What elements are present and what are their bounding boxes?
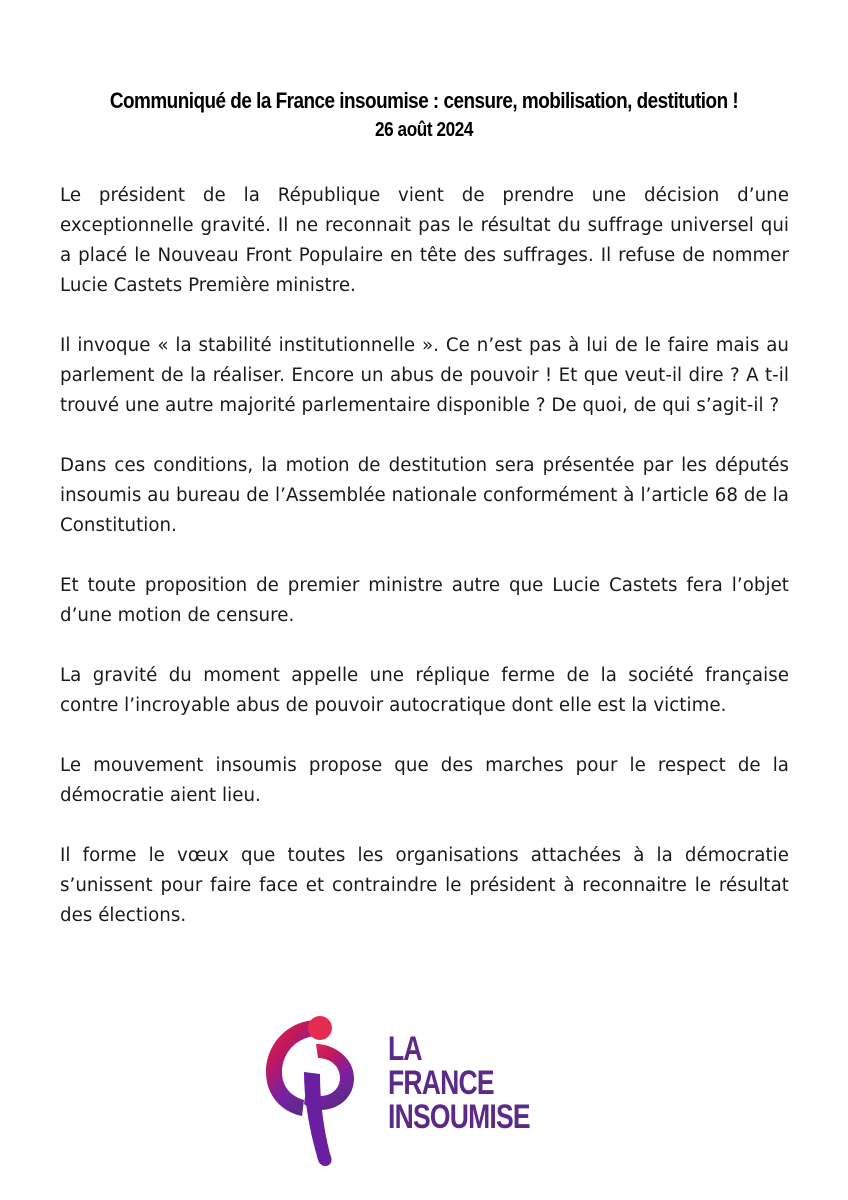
logo-word-insoumise: INSOUMISE [388, 1098, 530, 1136]
paragraph: Et toute proposition de premier ministre autre que Lucie Castets fera l’objet d’une motion de censure. [60, 575, 789, 626]
logo-word-la: LA [388, 1030, 422, 1068]
phi-symbol-icon [258, 1012, 368, 1172]
logo-word-france: FRANCE [388, 1064, 494, 1102]
paragraph: Le mouvement insoumis propose que des marches pour le respect de la démocratie aient lieu. [60, 755, 789, 806]
logo-wordmark [388, 1032, 588, 1134]
paragraph: Le président de la République vient de prendre une décision d’une exceptionnelle gravité. Il ne reconnait pas le résultat du suffrage universel qui a placé le Nouveau Front Populaire en tête des suffrages. Il refuse de nommer Lucie Castets Première ministre. [60, 185, 789, 296]
paragraph: Dans ces conditions, la motion de destitution sera présentée par les députés insoumis au bureau de l’Assemblée nationale conformément à l’article 68 de la Constitution. [60, 455, 789, 536]
document-body [60, 181, 789, 961]
document-header [0, 86, 848, 144]
document-title: Communiqué de la France insoumise : censure, mobilisation, destitution ! [109, 88, 739, 113]
la-france-insoumise-logo [258, 1012, 578, 1172]
paragraph: Il invoque « la stabilité institutionnelle ». Ce n’est pas à lui de le faire mais au parlement de la réaliser. Encore un abus de pouvoir ! Et que veut-il dire ? A t-il trouvé une autre majorité parlementaire disponible ? De quoi, de qui s’agit-il ? [60, 335, 789, 416]
document-date: 26 août 2024 [374, 119, 474, 141]
paragraph: Il forme le vœux que toutes les organisations attachées à la démocratie s’unissent pour faire face et contraindre le président à reconnaitre le résultat des élections. [60, 845, 789, 926]
paragraph: La gravité du moment appelle une réplique ferme de la société française contre l’incroyable abus de pouvoir autocratique dont elle est la victime. [60, 665, 789, 716]
